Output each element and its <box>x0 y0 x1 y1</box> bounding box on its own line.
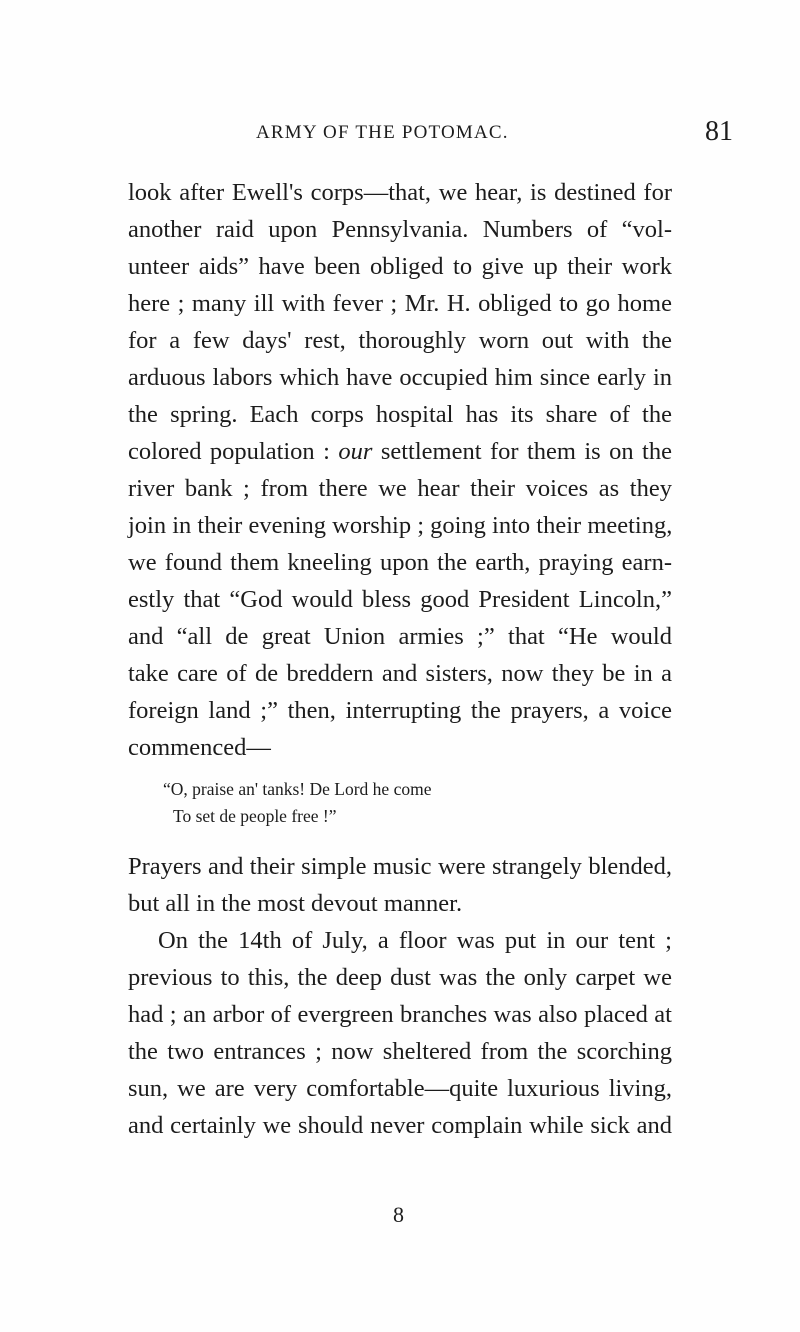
text-line: sun, we are very comfortable—quite luxurious living, <box>128 1075 672 1102</box>
text-line: arduous labors which have occupied him since early in <box>128 364 672 391</box>
text-line: here ; many ill with fever ; Mr. H. obliged to go home <box>128 290 672 317</box>
text-line: and “all de great Union armies ;” that “He would <box>128 623 672 650</box>
signature-mark: 8 <box>393 1202 404 1227</box>
text-line: unteer aids” have been obliged to give up their work <box>128 253 672 280</box>
verse-line: To set de people free !” <box>173 806 337 826</box>
text-line: colored population : our settlement for them is on the <box>128 438 672 465</box>
emphasized-word: our <box>338 438 373 465</box>
verse-line: “O, praise an' tanks! De Lord he come <box>163 779 432 799</box>
page-number: 81 <box>705 116 733 147</box>
text-line: the spring. Each corps hospital has its share of the <box>128 401 672 428</box>
text-line: take care of de breddern and sisters, now they be in a <box>128 660 672 687</box>
text-line: the two entrances ; now sheltered from the scorching <box>128 1038 672 1065</box>
running-title: ARMY OF THE POTOMAC. <box>256 122 509 143</box>
text-line: estly that “God would bless good President Lincoln,” <box>128 586 672 613</box>
text-line: we found them kneeling upon the earth, praying earn- <box>128 549 672 576</box>
text-line: look after Ewell's corps—that, we hear, is destined for <box>128 179 672 206</box>
text-line: another raid upon Pennsylvania. Numbers of “vol- <box>128 216 672 243</box>
text-line: river bank ; from there we hear their voices as they <box>128 475 672 502</box>
text-line: previous to this, the deep dust was the only carpet we <box>128 964 672 991</box>
text-line: had ; an arbor of evergreen branches was also placed at <box>128 1001 672 1028</box>
text-line: and certainly we should never complain while sick and <box>128 1112 672 1139</box>
text-line: join in their evening worship ; going into their meeting, <box>128 512 673 539</box>
text-line: commenced— <box>128 734 271 761</box>
text-line: On the 14th of July, a floor was put in our tent ; <box>158 927 672 954</box>
running-head <box>0 118 800 154</box>
text-line: foreign land ;” then, interrupting the prayers, a voice <box>128 697 672 724</box>
text-line: Prayers and their simple music were strangely blended, <box>128 853 672 880</box>
text-line: for a few days' rest, thoroughly worn out with the <box>128 327 672 354</box>
text-line: but all in the most devout manner. <box>128 890 463 917</box>
